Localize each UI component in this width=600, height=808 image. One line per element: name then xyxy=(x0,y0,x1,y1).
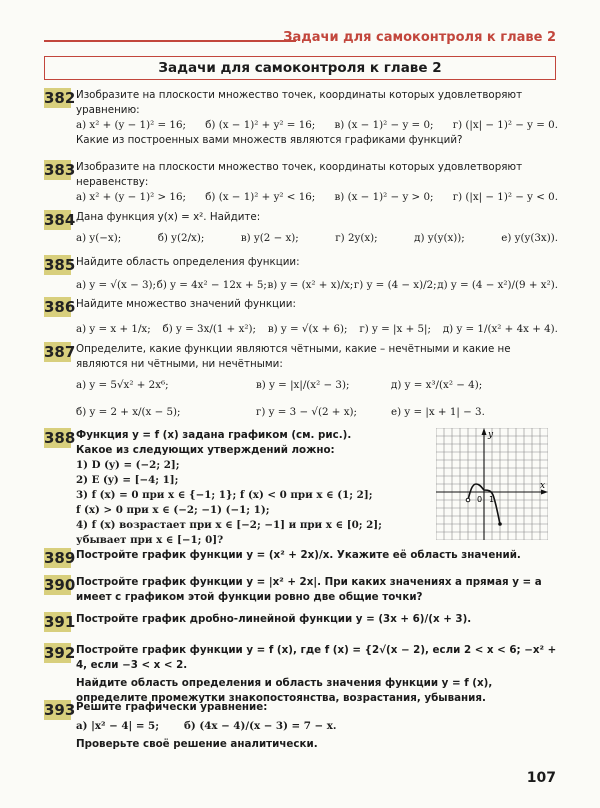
option-e: д) y = (4 − x²)/(9 + x²). xyxy=(437,279,558,291)
option-c: в) (x − 1)² − y = 0; xyxy=(334,119,434,131)
open-endpoint xyxy=(466,498,470,502)
problem-question: Какие из построенных вами множеств являются графиками функций? xyxy=(76,134,463,146)
options-row xyxy=(76,719,558,734)
option-a: а) y = 5√x² + 2x⁶; xyxy=(76,379,169,391)
option-e: д) y(y(x)); xyxy=(414,232,465,244)
problem-385 xyxy=(44,255,558,293)
problem-number: 382 xyxy=(44,89,76,107)
option-b: б) (4x − 4)/(x − 3) = 7 − x. xyxy=(184,720,337,732)
problem-text: Постройте график дробно-линейной функции y = (3x + 6)/(x + 3). xyxy=(76,613,472,625)
statement-4-cont: убывает при x ∈ [−1; 0]? xyxy=(76,534,224,546)
options-row xyxy=(76,190,558,205)
unit-label: 1 xyxy=(489,495,495,504)
option-c: в) (x − 1)² − y > 0; xyxy=(334,191,434,203)
problem-number: 388 xyxy=(44,429,76,447)
option-e: д) y = x³/(x² − 4); xyxy=(391,379,483,391)
problem-387 xyxy=(44,342,558,420)
statement-2: 2) E (y) = [−4; 1]; xyxy=(76,474,179,486)
option-b: б) y(2/x); xyxy=(157,232,205,244)
options-row xyxy=(76,231,558,246)
problem-text: Постройте график функции y = f (x), где f (x) = {2√(x − 2), если 2 < x < 6; −x² + 4, если −3 < x < 2. xyxy=(76,644,557,671)
problem-text: Изобразите на плоскости множество точек, координаты которых удовлетворяют уравнению: xyxy=(76,89,523,116)
y-axis-arrow-icon xyxy=(482,428,487,435)
problem-389 xyxy=(44,548,558,567)
problem-number: 384 xyxy=(44,211,76,229)
options-row xyxy=(76,322,558,337)
problem-392 xyxy=(44,643,558,706)
problem-number: 393 xyxy=(44,701,76,719)
option-f: е) y = |x + 1| − 3. xyxy=(391,406,485,418)
problem-text: Определите, какие функции являются чётными, какие – нечётными и какие не являются ни чётными, ни нечётными: xyxy=(76,343,511,370)
option-c: в) y(2 − x); xyxy=(240,232,299,244)
option-b: б) (x − 1)² + y² = 16; xyxy=(205,119,316,131)
problem-391 xyxy=(44,612,558,631)
grid xyxy=(436,428,548,540)
options-row xyxy=(76,278,558,293)
problem-384 xyxy=(44,210,558,246)
header-section-title: Задачи для самоконтроля к главе 2 xyxy=(283,30,556,45)
problem-382 xyxy=(44,88,558,148)
options-row-2 xyxy=(76,405,558,420)
function-graph xyxy=(436,428,548,540)
problem-text: Постройте график функции y = |x² + 2x|. При каких значениях a прямая y = a имеет с графиком этой функции ровно две общие точки? xyxy=(76,576,542,603)
problem-number: 392 xyxy=(44,644,76,662)
statement-4: 4) f (x) возрастает при x ∈ [−2; −1] и при x ∈ [0; 2]; xyxy=(76,519,382,531)
problem-text: Дана функция y(x) = x². Найдите: xyxy=(76,211,261,223)
option-b: б) (x − 1)² + y² < 16; xyxy=(205,191,316,203)
header-rule xyxy=(44,40,296,42)
option-c: в) y = (x² + x)/x; xyxy=(267,279,354,291)
option-d: г) (|x| − 1)² − y = 0. xyxy=(452,119,558,131)
problem-number: 390 xyxy=(44,576,76,594)
option-d: г) 2y(x); xyxy=(335,232,378,244)
problem-text: Изобразите на плоскости множество точек, координаты которых удовлетворяют неравенству: xyxy=(76,161,523,188)
problem-number: 383 xyxy=(44,161,76,179)
problem-number: 391 xyxy=(44,613,76,631)
problem-question: Найдите область определения и область значения функции y = f (x), определите промежутки знакопостоянства, возрастания, убывания. xyxy=(76,677,493,704)
y-axis-label: y xyxy=(488,430,494,440)
problem-text: Решите графически уравнение: xyxy=(76,701,268,713)
option-c: в) y = √(x + 6); xyxy=(267,323,348,335)
origin-label: 0 xyxy=(477,495,483,504)
problem-390 xyxy=(44,575,558,605)
statement-3-cont: f (x) > 0 при x ∈ (−2; −1) (−1; 1); xyxy=(76,504,270,516)
closed-endpoint xyxy=(498,522,502,526)
option-a: а) |x² − 4| = 5; xyxy=(76,720,159,732)
option-d: г) y = 3 − √(2 + x); xyxy=(256,406,357,418)
running-header xyxy=(44,30,556,50)
problem-text: Найдите область определения функции: xyxy=(76,256,300,268)
option-f: е) y(y(3x)). xyxy=(501,232,558,244)
problem-question: Проверьте своё решение аналитически. xyxy=(76,738,318,750)
option-b: б) y = 3x/(1 + x²); xyxy=(162,323,257,335)
option-a: а) x² + (y − 1)² = 16; xyxy=(76,119,186,131)
option-d: г) y = |x + 5|; xyxy=(359,323,431,335)
statement-1: 1) D (y) = (−2; 2]; xyxy=(76,459,180,471)
problem-393 xyxy=(44,700,558,752)
problem-line: Какое из следующих утверждений ложно: xyxy=(76,444,335,456)
problem-383 xyxy=(44,160,558,205)
option-c: в) y = |x|/(x² − 3); xyxy=(256,379,350,391)
problem-386 xyxy=(44,297,558,337)
options-row-1 xyxy=(76,378,558,393)
option-e: д) y = 1/(x² + 4x + 4). xyxy=(442,323,558,335)
problem-number: 385 xyxy=(44,256,76,274)
option-a: а) y(−x); xyxy=(76,232,122,244)
page-number: 107 xyxy=(526,770,556,786)
option-a: а) y = √(x − 3); xyxy=(76,279,157,291)
option-b: б) y = 2 + x/(x − 5); xyxy=(76,406,181,418)
section-title: Задачи для самоконтроля к главе 2 xyxy=(44,56,556,80)
option-a: а) x² + (y − 1)² > 16; xyxy=(76,191,186,203)
option-d: г) (|x| − 1)² − y < 0. xyxy=(452,191,558,203)
x-axis-label: x xyxy=(540,481,546,491)
problem-text: Постройте график функции y = (x² + 2x)/x. Укажите её область значений. xyxy=(76,549,521,561)
problem-line: Функция y = f (x) задана графиком (см. рис.). xyxy=(76,429,352,441)
options-row xyxy=(76,118,558,133)
problem-text: Найдите множество значений функции: xyxy=(76,298,296,310)
option-a: а) y = x + 1/x; xyxy=(76,323,151,335)
problem-number: 387 xyxy=(44,343,76,361)
option-b: б) y = 4x² − 12x + 5; xyxy=(156,279,267,291)
statement-3: 3) f (x) = 0 при x ∈ {−1; 1}; f (x) < 0 при x ∈ (1; 2]; xyxy=(76,489,373,501)
problem-number: 389 xyxy=(44,549,76,567)
option-d: г) y = (4 − x)/2; xyxy=(353,279,437,291)
problem-number: 386 xyxy=(44,298,76,316)
